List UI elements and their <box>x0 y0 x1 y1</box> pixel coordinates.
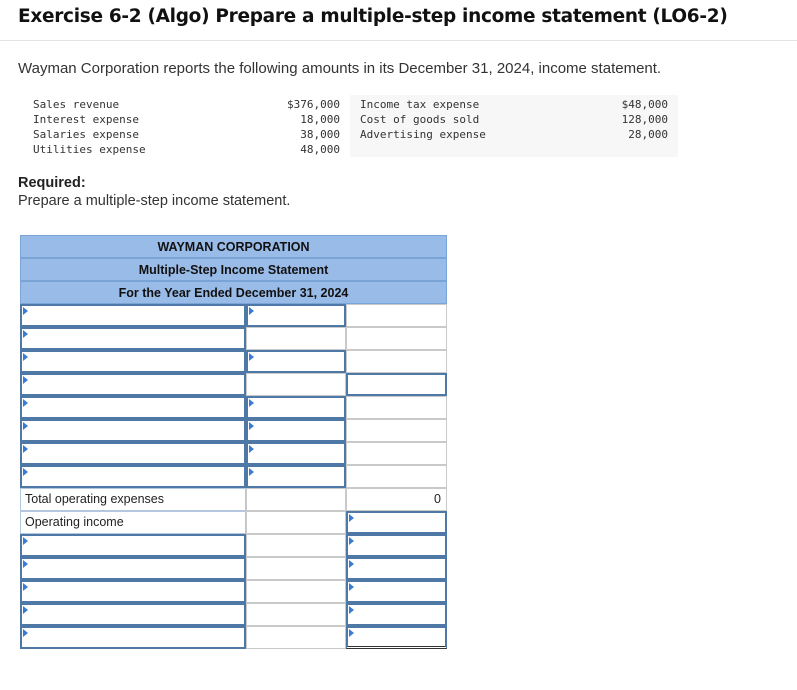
amount-input[interactable] <box>346 557 447 580</box>
line-item-select[interactable] <box>20 465 246 488</box>
dropdown-marker-icon <box>23 583 28 591</box>
line-item-select[interactable] <box>20 327 246 350</box>
dropdown-marker-icon <box>349 629 354 637</box>
dropdown-marker-icon <box>23 560 28 568</box>
dropdown-marker-icon <box>249 468 254 476</box>
dropdown-marker-icon <box>23 399 28 407</box>
dropdown-marker-icon <box>23 307 28 315</box>
dropdown-marker-icon <box>23 353 28 361</box>
amount-label: Advertising expense <box>360 128 486 141</box>
title-divider <box>0 40 797 41</box>
operating-income-row <box>20 511 246 534</box>
amount-value: 28,000 <box>628 128 668 141</box>
line-item-select[interactable] <box>20 557 246 580</box>
amount-input[interactable] <box>346 580 447 603</box>
dropdown-marker-icon <box>349 537 354 545</box>
dropdown-marker-icon <box>249 353 254 361</box>
amount-cell <box>246 603 346 626</box>
amount-input[interactable] <box>346 534 447 557</box>
line-item-select[interactable] <box>20 626 246 649</box>
dropdown-marker-icon <box>349 514 354 522</box>
amount-value: $376,000 <box>287 98 340 111</box>
amount-input[interactable] <box>346 419 447 442</box>
amount-input[interactable] <box>346 350 447 373</box>
dropdown-marker-icon <box>23 468 28 476</box>
amount-label: Salaries expense <box>33 128 139 141</box>
line-item-select[interactable] <box>20 304 246 327</box>
amount-input[interactable] <box>246 465 346 488</box>
amount-input[interactable] <box>246 373 346 396</box>
amount-input[interactable] <box>346 442 447 465</box>
line-item-select[interactable] <box>20 350 246 373</box>
amount-value: $48,000 <box>621 98 668 111</box>
amount-input[interactable] <box>246 442 346 465</box>
amount-input[interactable] <box>346 396 447 419</box>
statement-period: For the Year Ended December 31, 2024 <box>20 281 447 304</box>
amounts-table <box>18 95 678 157</box>
amount-input[interactable] <box>246 327 346 350</box>
dropdown-marker-icon <box>349 583 354 591</box>
amount-input[interactable] <box>346 304 447 327</box>
dropdown-marker-icon <box>349 606 354 614</box>
amount-cell <box>246 557 346 580</box>
dropdown-marker-icon <box>249 307 254 315</box>
statement-name: Multiple-Step Income Statement <box>20 258 447 281</box>
amount-cell <box>246 488 346 511</box>
amount-input[interactable] <box>346 603 447 626</box>
amount-input[interactable] <box>246 419 346 442</box>
amount-cell <box>246 534 346 557</box>
amount-value: 48,000 <box>300 143 340 156</box>
amount-label: Income tax expense <box>360 98 480 111</box>
amount-value: 128,000 <box>621 113 668 126</box>
dropdown-marker-icon <box>249 445 254 453</box>
dropdown-marker-icon <box>23 422 28 430</box>
line-item-select[interactable] <box>20 580 246 603</box>
dropdown-marker-icon <box>23 629 28 637</box>
amount-value: 18,000 <box>300 113 340 126</box>
amount-cell <box>246 580 346 603</box>
amount-cell <box>246 626 346 649</box>
intro-text: Wayman Corporation reports the following amounts in its December 31, 2024, income statement. <box>18 60 662 77</box>
total-operating-expenses-cell <box>346 488 447 511</box>
required-text: Prepare a multiple-step income statement. <box>18 193 291 209</box>
total-operating-expenses-value: 0 <box>434 492 441 506</box>
dropdown-marker-icon <box>23 537 28 545</box>
dropdown-marker-icon <box>23 376 28 384</box>
exercise-title: Exercise 6-2 (Algo) Prepare a multiple-step income statement (LO6-2) <box>18 6 728 27</box>
dropdown-marker-icon <box>349 560 354 568</box>
amount-label: Utilities expense <box>33 143 146 156</box>
total-operating-expenses-label: Total operating expenses <box>25 492 164 506</box>
amount-input[interactable] <box>346 373 447 396</box>
operating-income-label: Operating income <box>25 515 124 529</box>
line-item-select[interactable] <box>20 419 246 442</box>
amount-input[interactable] <box>346 465 447 488</box>
dropdown-marker-icon <box>23 445 28 453</box>
amount-input[interactable] <box>246 396 346 419</box>
line-item-select[interactable] <box>20 396 246 419</box>
amount-label: Interest expense <box>33 113 139 126</box>
amount-label: Cost of goods sold <box>360 113 480 126</box>
dropdown-marker-icon <box>249 422 254 430</box>
line-item-select[interactable] <box>20 603 246 626</box>
line-item-select[interactable] <box>20 373 246 396</box>
dropdown-marker-icon <box>23 606 28 614</box>
required-heading: Required: <box>18 175 86 191</box>
amount-input[interactable] <box>246 304 346 327</box>
amount-input[interactable] <box>246 350 346 373</box>
line-item-select[interactable] <box>20 442 246 465</box>
operating-income-input[interactable] <box>346 511 447 534</box>
amount-label: Sales revenue <box>33 98 120 111</box>
amount-input[interactable] <box>346 327 447 350</box>
dropdown-marker-icon <box>23 330 28 338</box>
statement-company: WAYMAN CORPORATION <box>20 235 447 258</box>
net-income-input[interactable] <box>346 626 447 649</box>
dropdown-marker-icon <box>249 399 254 407</box>
total-operating-expenses-row <box>20 488 246 511</box>
amount-value: 38,000 <box>300 128 340 141</box>
line-item-select[interactable] <box>20 534 246 557</box>
amount-cell <box>246 511 346 534</box>
